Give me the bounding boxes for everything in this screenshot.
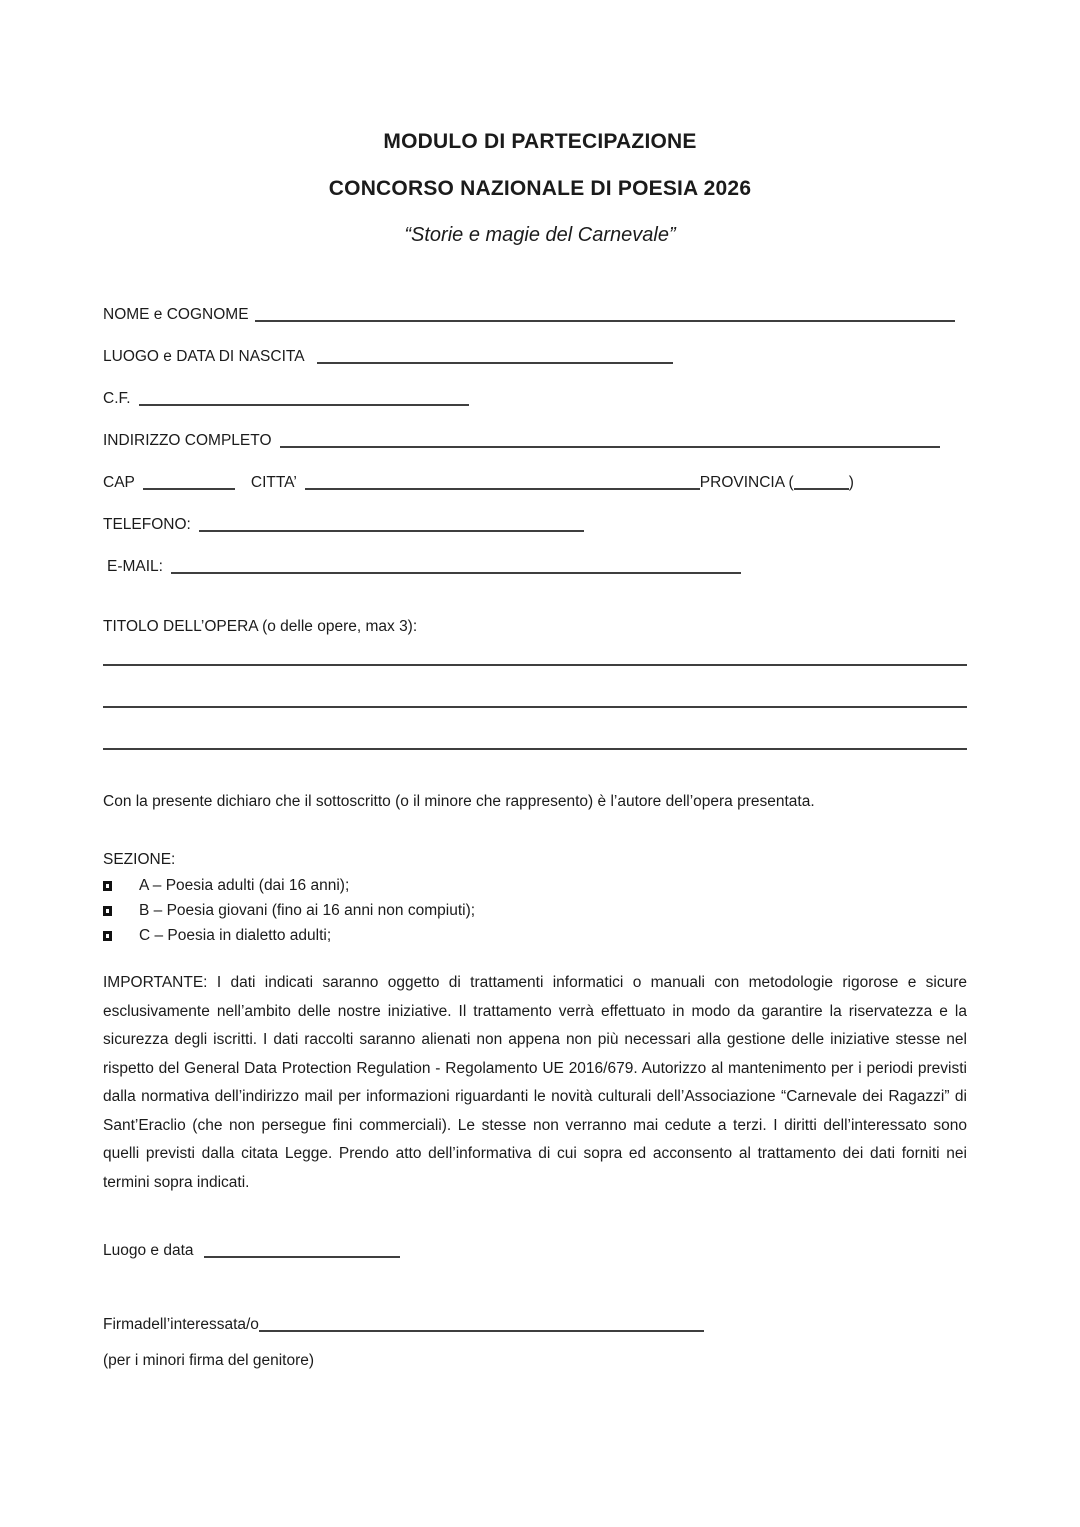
citta-label: CITTA’ [250, 474, 297, 491]
sezione-option-c [103, 923, 977, 948]
indirizzo-label: INDIRIZZO COMPLETO [103, 432, 272, 449]
checkbox-sezione-b[interactable] [103, 906, 112, 916]
cap-label: CAP [103, 474, 135, 491]
firma-label: Firmadell’interessata/o [103, 1316, 259, 1333]
nome-cognome-label: NOME e COGNOME [103, 306, 249, 323]
contest-theme: “Storie e magie del Carnevale” [404, 224, 676, 246]
email-blank-line[interactable] [171, 556, 741, 574]
field-row-telefono [103, 514, 977, 536]
email-label: E-MAIL: [107, 558, 163, 575]
titolo-opera-line-1 [103, 648, 977, 670]
luogo-data-blank-line[interactable] [204, 1240, 400, 1258]
codice-fiscale-label: C.F. [103, 390, 131, 407]
nome-cognome-blank-line[interactable] [255, 304, 955, 322]
field-row-cap-citta-provincia [103, 472, 977, 494]
provincia-close-paren: ) [848, 474, 854, 491]
field-row-indirizzo [103, 430, 977, 452]
checkbox-sezione-a[interactable] [103, 881, 112, 891]
titolo-opera-blank-line-3[interactable] [103, 732, 967, 750]
citta-blank-line[interactable] [305, 472, 700, 490]
privacy-notice-text: IMPORTANTE: I dati indicati saranno oggetto di trattamenti informatici o manuali con metodologie rigorose e sicure esclusivamente nell’ambito delle nostre iniziative. Il trattamento verrà effettuato in modo da garantire la riservatezza e la sicurezza degli iscritti. I dati raccolti saranno alienati non appena non più necessari alla gestione delle iniziative stesse nel rispetto del General Data Protection Regulation - Regolamento UE 2016/679. Autorizzo al mantenimento per i periodi previsti dalla normativa dell’indirizzo mail per informazioni riguardanti le novità culturali dell’Associazione “Carnevale dei Ragazzi” di Sant’Eraclio (che non persegue fini commerciali). Le stesse non verranno mai cedute a terzi. I diritti dell’interessato sono quelli previsti dalla citata Legge. Prendo atto dell’informativa di cui sopra ed acconsento al trattamento dei dati forniti nei termini sopra indicati. [103, 974, 967, 1191]
sezione-option-c-label: C – Poesia in dialetto adulti; [139, 927, 332, 944]
sezione-label: SEZIONE: [103, 851, 176, 868]
field-row-luogo-data [103, 1240, 977, 1262]
cap-blank-line[interactable] [143, 472, 235, 490]
field-row-titolo-opera [103, 616, 977, 638]
titolo-opera-line-2 [103, 690, 977, 712]
sezione-option-a-label: A – Poesia adulti (dai 16 anni); [139, 877, 350, 894]
sezione-option-b-label: B – Poesia giovani (fino ai 16 anni non compiuti); [139, 902, 476, 919]
field-row-nome [103, 304, 977, 326]
titolo-opera-label: TITOLO DELL’OPERA (o delle opere, max 3): [103, 618, 418, 635]
checkbox-sezione-c[interactable] [103, 931, 112, 941]
field-row-firma [103, 1314, 977, 1336]
field-row-email [103, 556, 977, 578]
provincia-label: PROVINCIA ( [699, 474, 794, 491]
luogo-data-nascita-blank-line[interactable] [317, 346, 673, 364]
field-row-luogo-nascita [103, 346, 977, 368]
titolo-opera-line-3 [103, 732, 977, 754]
telefono-blank-line[interactable] [199, 514, 584, 532]
minor-signature-note: (per i minori firma del genitore) [103, 1352, 315, 1369]
contest-title: CONCORSO NAZIONALE DI POESIA 2026 [328, 177, 752, 200]
sezione-option-b [103, 898, 977, 923]
indirizzo-blank-line[interactable] [280, 430, 940, 448]
firma-blank-line[interactable] [259, 1314, 704, 1332]
author-declaration-text: Con la presente dichiaro che il sottoscritto (o il minore che rappresento) è l’autore dell’opera presentata. [103, 793, 815, 810]
sezione-option-a [103, 873, 977, 898]
telefono-label: TELEFONO: [103, 516, 191, 533]
titolo-opera-blank-line-2[interactable] [103, 690, 967, 708]
titolo-opera-blank-line-1[interactable] [103, 648, 967, 666]
page-title: MODULO DI PARTECIPAZIONE [383, 130, 697, 153]
provincia-blank-line[interactable] [794, 472, 849, 490]
luogo-data-nascita-label: LUOGO e DATA DI NASCITA [103, 348, 305, 365]
luogo-data-label: Luogo e data [103, 1242, 194, 1259]
field-row-cf [103, 388, 977, 410]
codice-fiscale-blank-line[interactable] [139, 388, 469, 406]
